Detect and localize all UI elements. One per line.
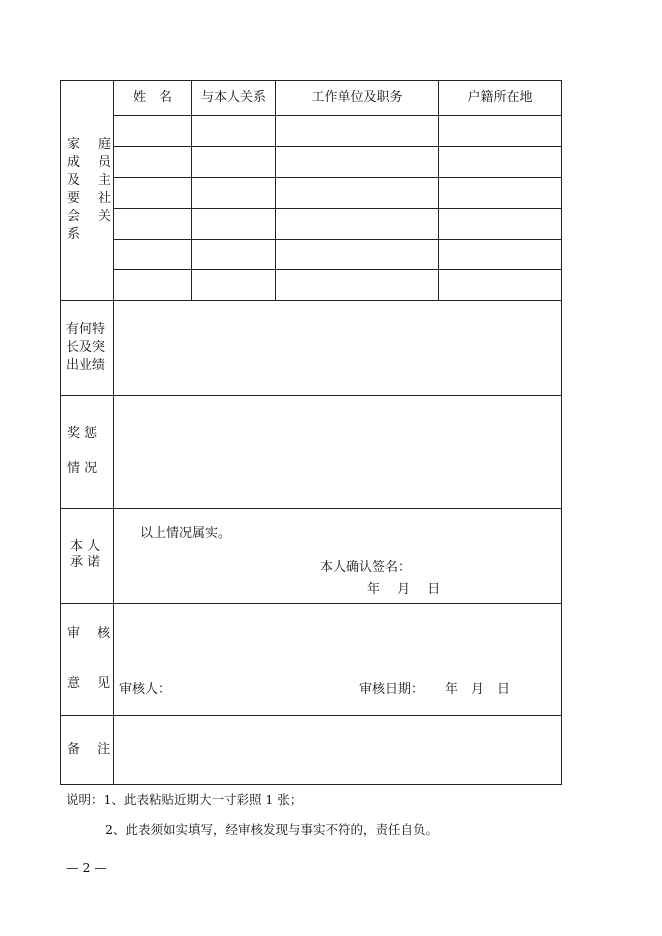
pledge-label-line: 承 诺: [70, 555, 101, 570]
family-label-char: 会: [67, 209, 81, 224]
page-number: — 2 —: [66, 860, 107, 875]
family-cell[interactable]: [439, 147, 561, 177]
family-members-label: [67, 137, 111, 243]
family-cell[interactable]: [276, 147, 438, 177]
rewards-label-line: 奖 惩: [67, 426, 98, 441]
family-cell[interactable]: [114, 116, 191, 146]
note-line-2: 2、此表须如实填写，经审核发现与事实不符的，责任自负。: [105, 822, 438, 837]
header-employer-position: 工作单位及职务: [311, 90, 403, 105]
family-cell[interactable]: [439, 209, 561, 239]
family-cell[interactable]: [114, 147, 191, 177]
family-label-char: 主: [97, 173, 111, 188]
family-label-char: 员: [97, 155, 111, 170]
remarks-label: 备 注: [67, 742, 111, 757]
review-label-line: 意 见: [67, 676, 111, 691]
section-divider-pledge: [61, 603, 561, 604]
specialty-label-line: 长及突: [66, 340, 106, 355]
family-cell[interactable]: [439, 270, 561, 299]
section-divider-review: [61, 715, 561, 716]
family-cell[interactable]: [192, 270, 275, 299]
family-cell[interactable]: [439, 116, 561, 146]
section-divider-rewards: [61, 508, 561, 509]
review-label-line: 审 核: [67, 626, 111, 641]
family-label-char: 系: [67, 227, 81, 242]
family-label-char: 关: [97, 209, 111, 224]
family-label-char: 要: [67, 191, 81, 206]
family-cell[interactable]: [192, 178, 275, 208]
header-relationship: 与本人关系: [200, 90, 266, 105]
specialty-label-line: 有何特: [66, 322, 106, 337]
family-cell[interactable]: [439, 178, 561, 208]
registration-form-table: [60, 80, 562, 785]
reviewer-label: 审核人：: [119, 682, 172, 697]
header-household-registration: 户籍所在地: [467, 90, 533, 105]
family-cell[interactable]: [276, 178, 438, 208]
signature-label: 本人确认签名：: [320, 560, 412, 575]
pledge-statement: 以上情况属实。: [140, 526, 232, 541]
family-cell[interactable]: [192, 147, 275, 177]
family-cell[interactable]: [114, 240, 191, 269]
family-label-char: 成: [67, 155, 81, 170]
family-label-char: 社: [97, 191, 111, 206]
family-cell[interactable]: [276, 240, 438, 269]
family-label-char: 庭: [97, 137, 111, 152]
pledge-date: 年 月 日: [367, 582, 441, 597]
review-date-value: 年 月 日: [445, 682, 511, 697]
family-cell[interactable]: [192, 240, 275, 269]
family-cell[interactable]: [276, 116, 438, 146]
header-name: 姓 名: [132, 90, 172, 105]
section-divider-family: [61, 300, 561, 301]
pledge-label-line: 本 人: [70, 539, 101, 554]
family-label-char: 家: [67, 137, 81, 152]
review-date-label: 审核日期：: [359, 682, 425, 697]
family-cell[interactable]: [114, 178, 191, 208]
family-cell[interactable]: [192, 209, 275, 239]
rewards-input[interactable]: [119, 403, 555, 501]
specialty-input[interactable]: [119, 311, 555, 389]
specialty-label-line: 出业绩: [66, 358, 106, 373]
family-cell[interactable]: [192, 116, 275, 146]
section-divider-specialty: [61, 395, 561, 396]
family-cell[interactable]: [276, 270, 438, 299]
note-line-1: 说明：1、此表粘贴近期大一寸彩照 1 张；: [66, 792, 303, 807]
family-label-char: 及: [67, 173, 81, 188]
family-cell[interactable]: [439, 240, 561, 269]
family-cell[interactable]: [276, 209, 438, 239]
remarks-input[interactable]: [119, 723, 555, 777]
specialty-label: [66, 321, 110, 375]
family-cell[interactable]: [114, 209, 191, 239]
family-cell[interactable]: [114, 270, 191, 299]
rewards-label-line: 情 况: [67, 461, 98, 476]
